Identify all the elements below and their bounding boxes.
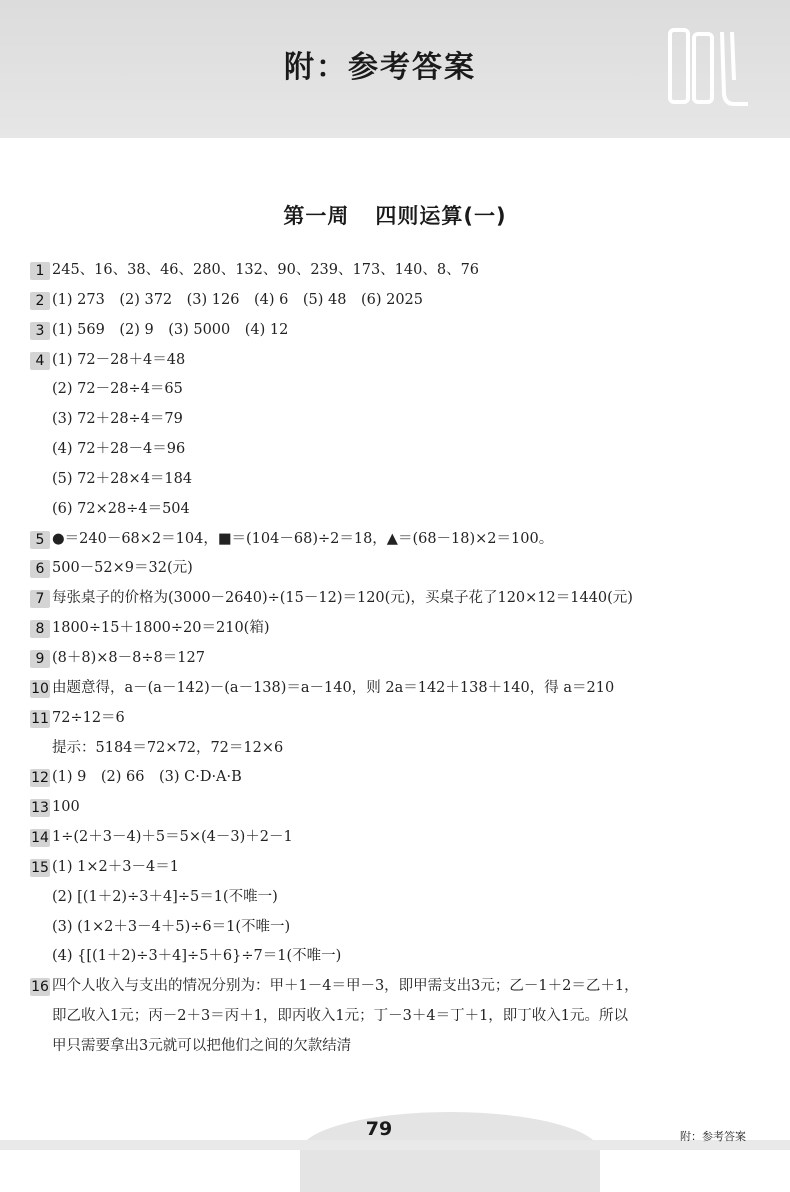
- page-corner-icon: [664, 20, 754, 112]
- footer-label: 附：参考答案: [680, 1130, 746, 1143]
- answer-number-badge: 4: [30, 352, 50, 370]
- answer-row: [30, 495, 770, 525]
- answer-text: (2) 72－28÷4＝65: [52, 381, 183, 398]
- answer-number-badge: 6: [30, 560, 50, 578]
- answer-row: [30, 734, 770, 764]
- answer-text: 1800÷15＋1800÷20＝210(箱): [52, 620, 270, 637]
- answer-number-badge: 11: [31, 710, 49, 727]
- answer-number-badge: 13: [31, 800, 49, 817]
- answer-text: 四个人收入与支出的情况分别为：甲＋1－4＝甲－3，即甲需支出3元；乙－1＋2＝乙＋1，: [52, 978, 639, 995]
- answer-row: [30, 883, 770, 913]
- answer-row: [30, 853, 770, 883]
- answer-row: [30, 614, 770, 644]
- answer-number-badge: 2: [30, 292, 50, 310]
- answer-row: [30, 644, 770, 674]
- answer-text: (3) 72＋28÷4＝79: [52, 411, 183, 428]
- answer-text: 由题意得，a－(a－142)－(a－138)＝a－140，则 2a＝142＋138＋140，得 a＝210: [52, 679, 615, 696]
- answer-row: [30, 1032, 770, 1062]
- answer-row: [30, 316, 770, 346]
- answer-row: [30, 913, 770, 943]
- answer-number-badge: 12: [31, 770, 49, 787]
- answer-list: [30, 256, 770, 1062]
- week-title: [0, 200, 790, 230]
- answer-number-badge: 7: [30, 590, 50, 608]
- answer-row: [30, 972, 770, 1002]
- answer-row: [30, 942, 770, 972]
- answer-row: [30, 435, 770, 465]
- page-number: 79: [365, 1118, 393, 1140]
- answer-row: [30, 465, 770, 495]
- answer-text: (6) 72×28÷4＝504: [52, 500, 190, 517]
- answer-text: 72÷12＝6: [52, 709, 125, 726]
- answer-row: [30, 554, 770, 584]
- answer-number-badge: 10: [31, 680, 49, 697]
- answer-row: [30, 823, 770, 853]
- answer-text: (4) {[(1＋2)÷3＋4]÷5＋6}÷7＝1(不唯一): [52, 948, 342, 965]
- answer-number-badge: 1: [30, 262, 50, 280]
- answer-row: [30, 405, 770, 435]
- answer-number-badge: 15: [31, 859, 49, 876]
- answer-text: (1) 1×2＋3－4＝1: [52, 858, 179, 875]
- answer-row: [30, 286, 770, 316]
- page-title: 附：参考答案: [284, 50, 476, 85]
- answer-text: 每张桌子的价格为(3000－2640)÷(15－12)＝120(元)，买桌子花了120×12＝1440(元): [52, 590, 633, 607]
- answer-text: 500－52×9＝32(元): [52, 560, 193, 577]
- answer-text: (5) 72＋28×4＝184: [52, 470, 193, 487]
- answer-row: [30, 584, 770, 614]
- answer-number-badge: 5: [30, 531, 50, 549]
- answer-row: [30, 793, 770, 823]
- answer-text: 甲只需要拿出3元就可以把他们之间的欠款结清: [52, 1037, 352, 1054]
- answer-number-badge: 14: [31, 830, 49, 847]
- answer-row: [30, 256, 770, 286]
- answer-text: 245、16、38、46、280、132、90、239、173、140、8、76: [52, 262, 480, 278]
- answer-row: [30, 1002, 770, 1032]
- answer-text: (1) 569 (2) 9 (3) 5000 (4) 12: [52, 321, 289, 338]
- answer-text: ●＝240－68×2＝104，■＝(104－68)÷2＝18，▲＝(68－18)×2＝100。: [52, 530, 554, 547]
- answer-row: [30, 375, 770, 405]
- answer-text: (1) 72－28＋4＝48: [52, 351, 186, 368]
- answer-text: (4) 72＋28－4＝96: [52, 441, 186, 458]
- week-topic: 四则运算(一): [375, 204, 507, 228]
- answer-text: 即乙收入1元；丙－2＋3＝丙＋1，即丙收入1元；丁－3＋4＝丁＋1，即丁收入1元。所以: [52, 1008, 629, 1025]
- answer-text: (1) 273 (2) 372 (3) 126 (4) 6 (5) 48 (6) 2025: [52, 291, 423, 308]
- answer-text: 100: [52, 799, 80, 816]
- answer-text: 提示：5184＝72×72，72＝12×6: [52, 739, 284, 756]
- answer-row: [30, 763, 770, 793]
- answer-text: (8＋8)×8－8÷8＝127: [52, 649, 205, 666]
- answer-row: [30, 525, 770, 555]
- answer-text: (2) [(1＋2)÷3＋4]÷5＝1(不唯一): [52, 888, 278, 905]
- answer-text: 1÷(2＋3－4)＋5＝5×(4－3)＋2－1: [52, 829, 293, 846]
- answer-number-badge: 3: [30, 322, 50, 340]
- answer-text: (3) (1×2＋3－4＋5)÷6＝1(不唯一): [52, 918, 291, 935]
- answer-row: [30, 346, 770, 376]
- answer-text: (1) 9 (2) 66 (3) C·D·A·B: [52, 769, 242, 786]
- answer-number-badge: 9: [30, 650, 50, 668]
- answer-number-badge: 8: [30, 620, 50, 638]
- answer-number-badge: 16: [31, 979, 49, 996]
- answer-row: [30, 674, 770, 704]
- answer-row: [30, 704, 770, 734]
- footer-bar: [0, 1140, 790, 1150]
- week-label: 第一周: [283, 204, 350, 228]
